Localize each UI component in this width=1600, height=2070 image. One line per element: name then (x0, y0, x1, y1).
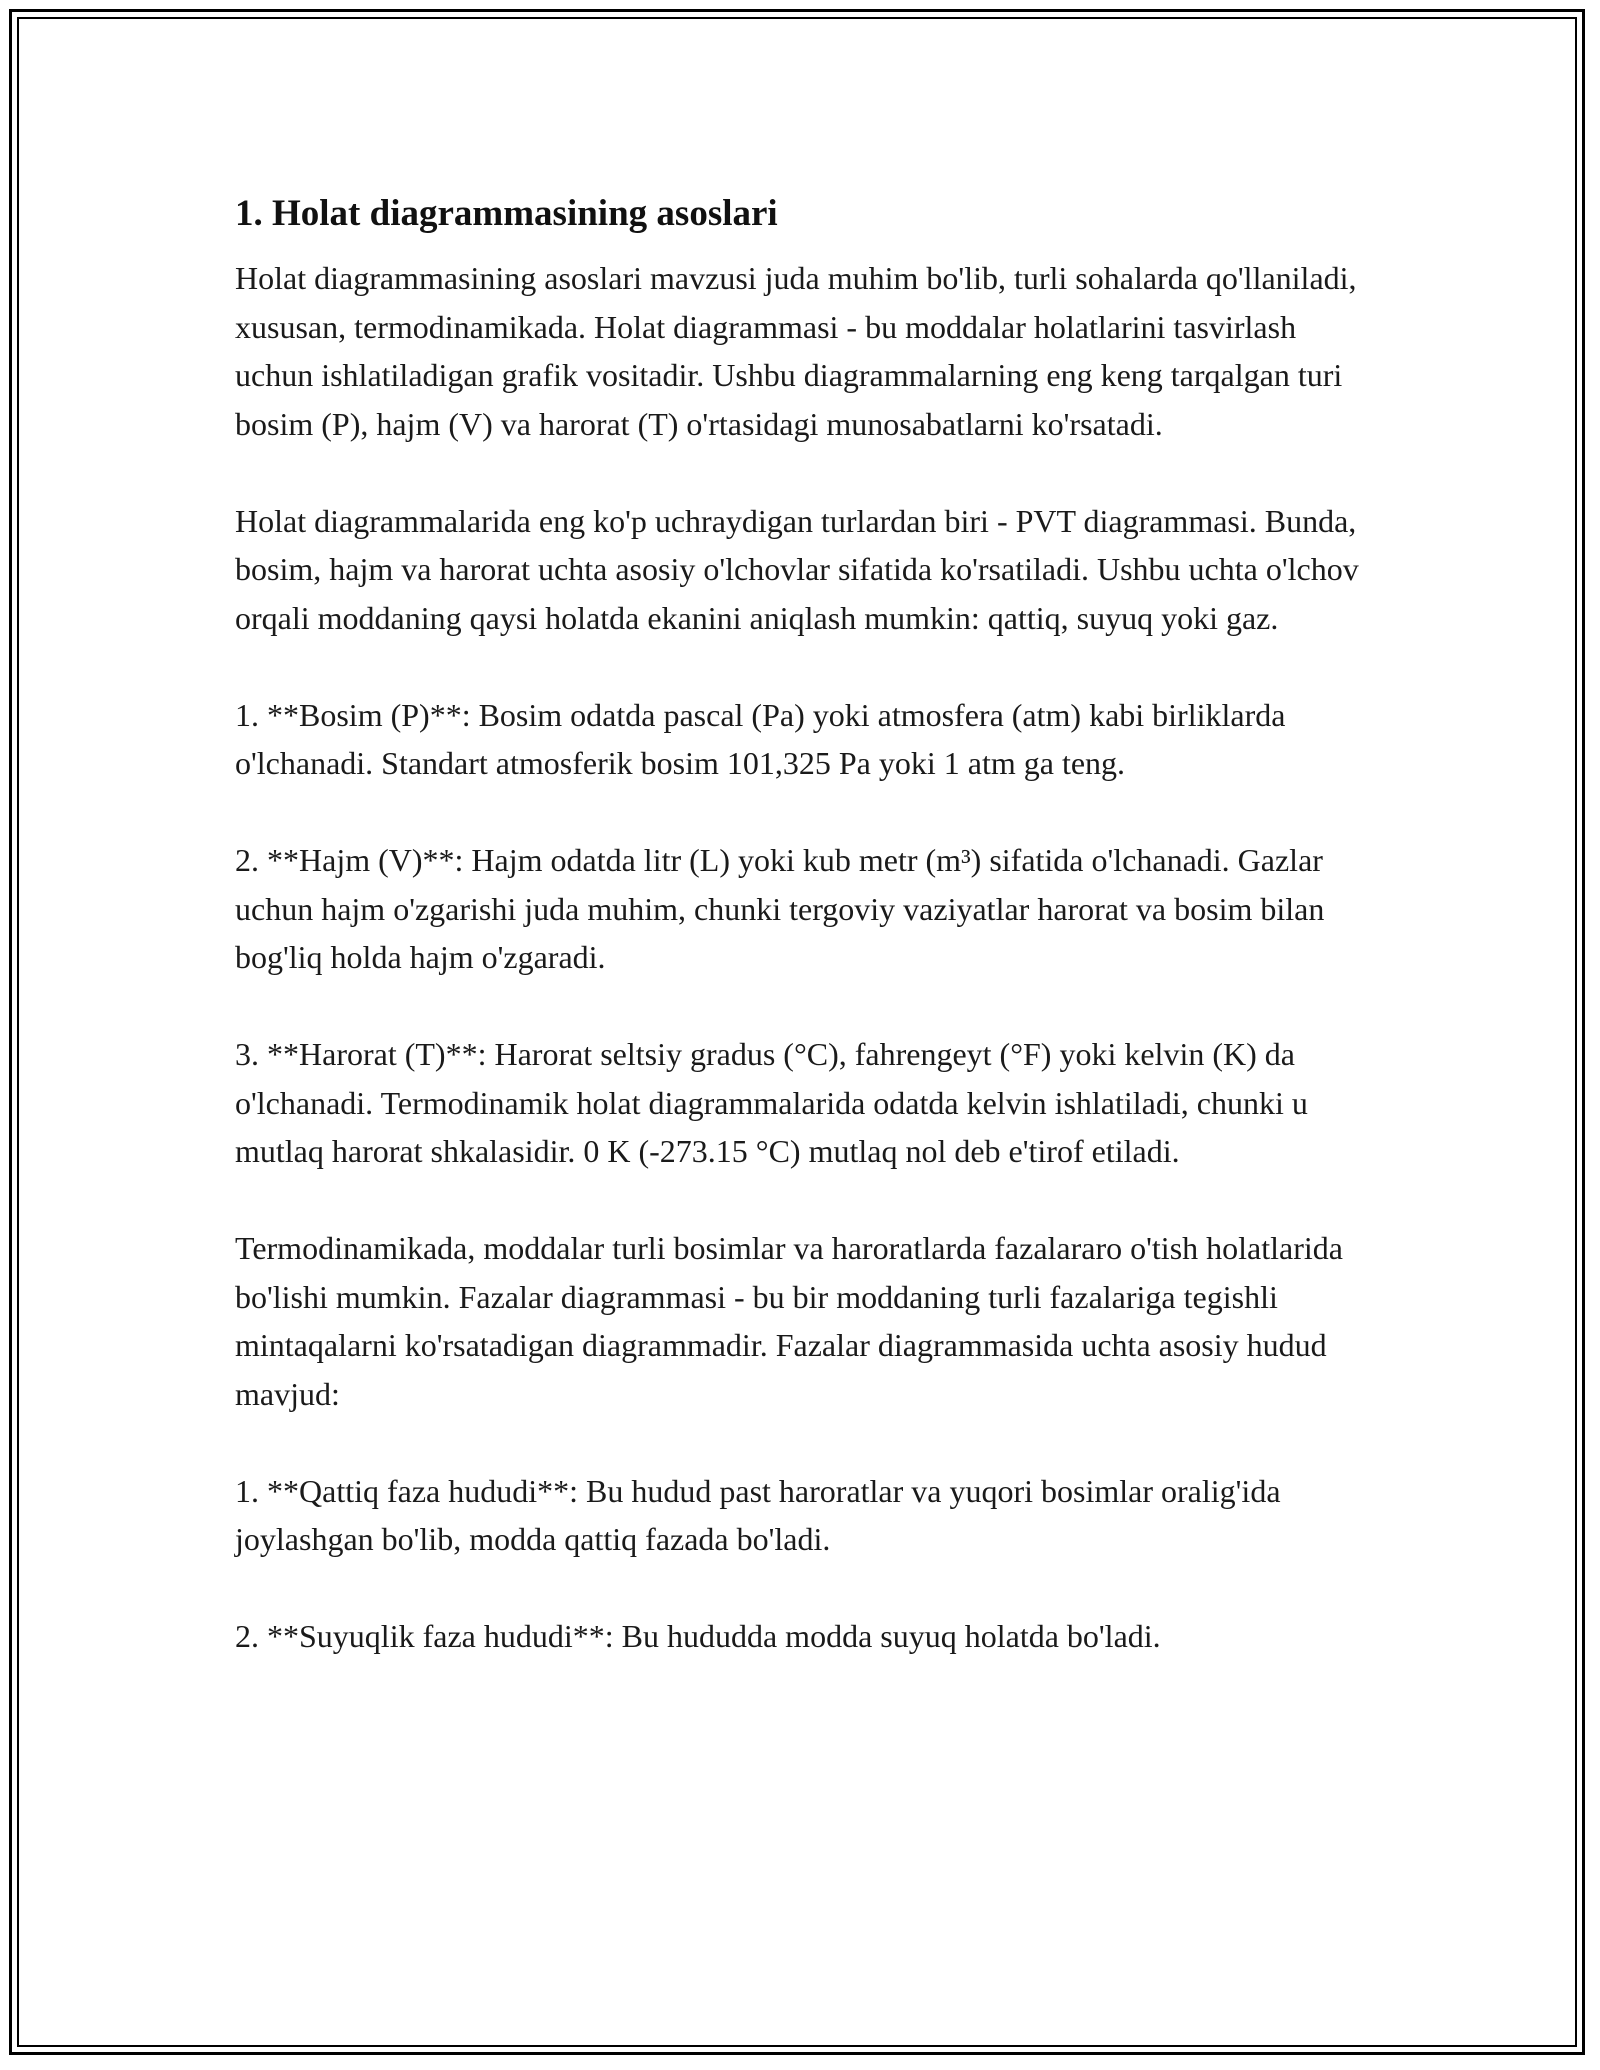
section-heading: 1. Holat diagrammasining asoslari (235, 193, 778, 234)
document-body (235, 186, 1370, 1709)
list-item-pressure: 1. **Bosim (P)**: Bosim odatda pascal (Pa) yoki atmosfera (atm) kabi birliklarda o'lchanadi. Standart atmosferik bosim 101,325 Pa yoki 1 atm ga teng. (235, 696, 1286, 781)
paragraph-phases: Termodinamikada, moddalar turli bosimlar va haroratlarda fazalararo o'tish holatlarida bo'lishi mumkin. Fazalar diagrammasi - bu bir moddaning turli fazalariga tegishli mintaqalarni ko'rsatadigan diagrammadir. Fazalar diagrammasida uchta asosiy hudud mavjud: (235, 1230, 1343, 1412)
paragraph-pvt: Holat diagrammalarida eng ko'p uchraydigan turlardan biri - PVT diagrammasi. Bunda, bosim, hajm va harorat uchta asosiy o'lchovlar sifatida ko'rsatiladi. Ushbu uchta o'lchov orqali moddaning qaysi holatda ekanini aniqlash mumkin: qattiq, suyuq yoki gaz. (235, 502, 1359, 636)
list-item-volume: 2. **Hajm (V)**: Hajm odatda litr (L) yoki kub metr (m³) sifatida o'lchanadi. Gazlar uchun hajm o'zgarishi juda muhim, chunki tergoviy vaziyatlar harorat va bosim bilan bog'liq holda hajm o'zgaradi. (235, 842, 1325, 975)
list-item-solid-phase: 1. **Qattiq faza hududi**: Bu hudud past haroratlar va yuqori bosimlar oralig'ida joylashgan bo'lib, modda qattiq fazada bo'ladi. (235, 1472, 1281, 1557)
paragraph-intro: Holat diagrammasining asoslari mavzusi juda muhim bo'lib, turli sohalarda qo'llaniladi, xususan, termodinamikada. Holat diagrammasi - bu moddalar holatlarini tasvirlash uchun ishlatiladigan grafik vositadir. Ushbu diagrammalarning eng keng tarqalgan turi bosim (P), hajm (V) va harorat (T) o'rtasidagi munosabatlarni ko'rsatadi. (235, 260, 1357, 442)
list-item-liquid-phase: 2. **Suyuqlik faza hududi**: Bu hududda modda suyuq holatda bo'ladi. (235, 1618, 1161, 1654)
list-item-temperature: 3. **Harorat (T)**: Harorat seltsiy gradus (°C), fahrengeyt (°F) yoki kelvin (K) da o'lchanadi. Termodinamik holat diagrammalarida odatda kelvin ishlatiladi, chunki u mutlaq harorat shkalasidir. 0 K (-273.15 °C) mutlaq nol deb e'tirof etiladi. (235, 1036, 1308, 1169)
